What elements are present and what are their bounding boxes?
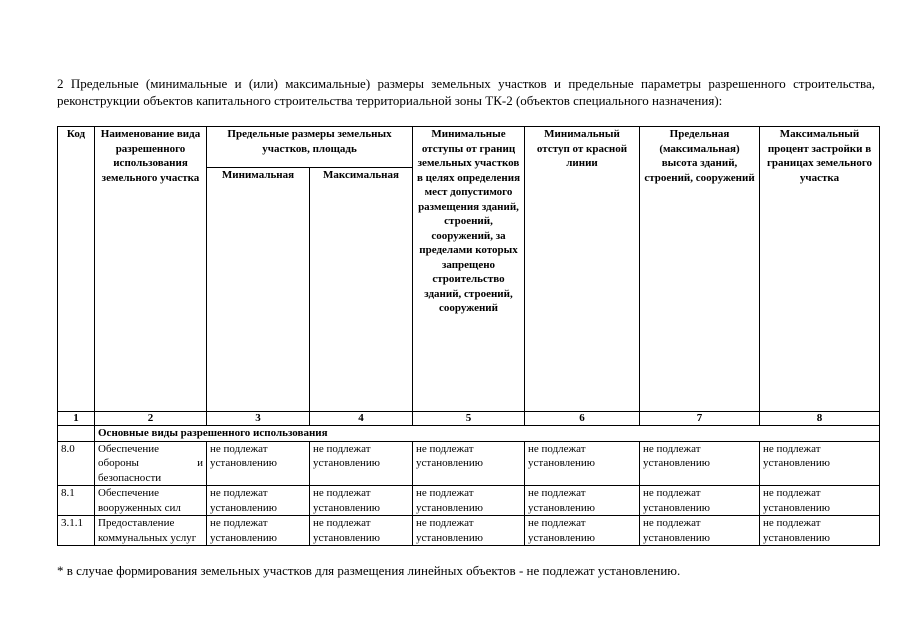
col-number: 4 xyxy=(310,412,413,426)
section-row xyxy=(58,426,880,442)
footnote: * в случае формирования земельных участков для размещения линейных объектов - не подлежат установлению. xyxy=(57,563,681,578)
row-cell: не подлежат установлению xyxy=(207,441,310,486)
header-setback-bounds: Минимальные отступы от границ земельных участков в целях определения мест допустимого размещения зданий, строений, сооружений, за пределами которых запрещено строительство зданий, строений, сооружений xyxy=(413,127,525,412)
row-cell: не подлежат установлению xyxy=(525,441,640,486)
col-number: 5 xyxy=(413,412,525,426)
header-row-top xyxy=(58,127,880,168)
row-use-name: Обеспечение обороны и безопасности xyxy=(95,441,207,486)
row-cell: не подлежат установлению xyxy=(760,486,880,516)
row-use-name: Предоставление коммунальных услуг xyxy=(95,516,207,546)
row-use-name: Обеспечение вооруженных сил xyxy=(95,486,207,516)
row-code: 3.1.1 xyxy=(58,516,95,546)
col-number: 8 xyxy=(760,412,880,426)
header-max: Максимальная xyxy=(310,168,413,412)
table-row xyxy=(58,441,880,486)
header-use-name: Наименование вида разрешенного использования земельного участка xyxy=(95,127,207,412)
row-cell: не подлежат установлению xyxy=(310,516,413,546)
row-cell: не подлежат установлению xyxy=(760,516,880,546)
row-cell: не подлежат установлению xyxy=(310,486,413,516)
header-min: Минимальная xyxy=(207,168,310,412)
col-number: 7 xyxy=(640,412,760,426)
header-setback-red-line: Минимальный отступ от красной линии xyxy=(525,127,640,412)
zone-parameters-table xyxy=(57,126,880,546)
row-cell: не подлежат установлению xyxy=(640,441,760,486)
row-cell: не подлежат установлению xyxy=(525,516,640,546)
row-cell: не подлежат установлению xyxy=(525,486,640,516)
row-code: 8.1 xyxy=(58,486,95,516)
header-code: Код xyxy=(58,127,95,412)
col-number: 3 xyxy=(207,412,310,426)
table-row xyxy=(58,486,880,516)
row-cell: не подлежат установлению xyxy=(413,486,525,516)
row-code: 8.0 xyxy=(58,441,95,486)
col-number: 2 xyxy=(95,412,207,426)
row-cell: не подлежат установлению xyxy=(310,441,413,486)
col-number: 1 xyxy=(58,412,95,426)
row-cell: не подлежат установлению xyxy=(640,486,760,516)
header-plot-sizes: Предельные размеры земельных участков, площадь xyxy=(207,127,413,168)
row-cell: не подлежат установлению xyxy=(207,486,310,516)
intro-paragraph: 2 Предельные (минимальные и (или) максимальные) размеры земельных участков и предельные параметры разрешенного строительства, реконструкции объектов капитального строительства территориальной зоны ТК-2 (объектов специального назначения): xyxy=(57,76,875,108)
column-numbers-row xyxy=(58,412,880,426)
section-title: Основные виды разрешенного использования xyxy=(95,426,880,442)
row-cell: не подлежат установлению xyxy=(207,516,310,546)
table-row xyxy=(58,516,880,546)
section-code-cell xyxy=(58,426,95,442)
row-cell: не подлежат установлению xyxy=(760,441,880,486)
header-max-height: Предельная (максимальная) высота зданий, строений, сооружений xyxy=(640,127,760,412)
row-cell: не подлежат установлению xyxy=(640,516,760,546)
header-max-coverage: Максимальный процент застройки в границах земельного участка xyxy=(760,127,880,412)
col-number: 6 xyxy=(525,412,640,426)
row-cell: не подлежат установлению xyxy=(413,441,525,486)
row-cell: не подлежат установлению xyxy=(413,516,525,546)
